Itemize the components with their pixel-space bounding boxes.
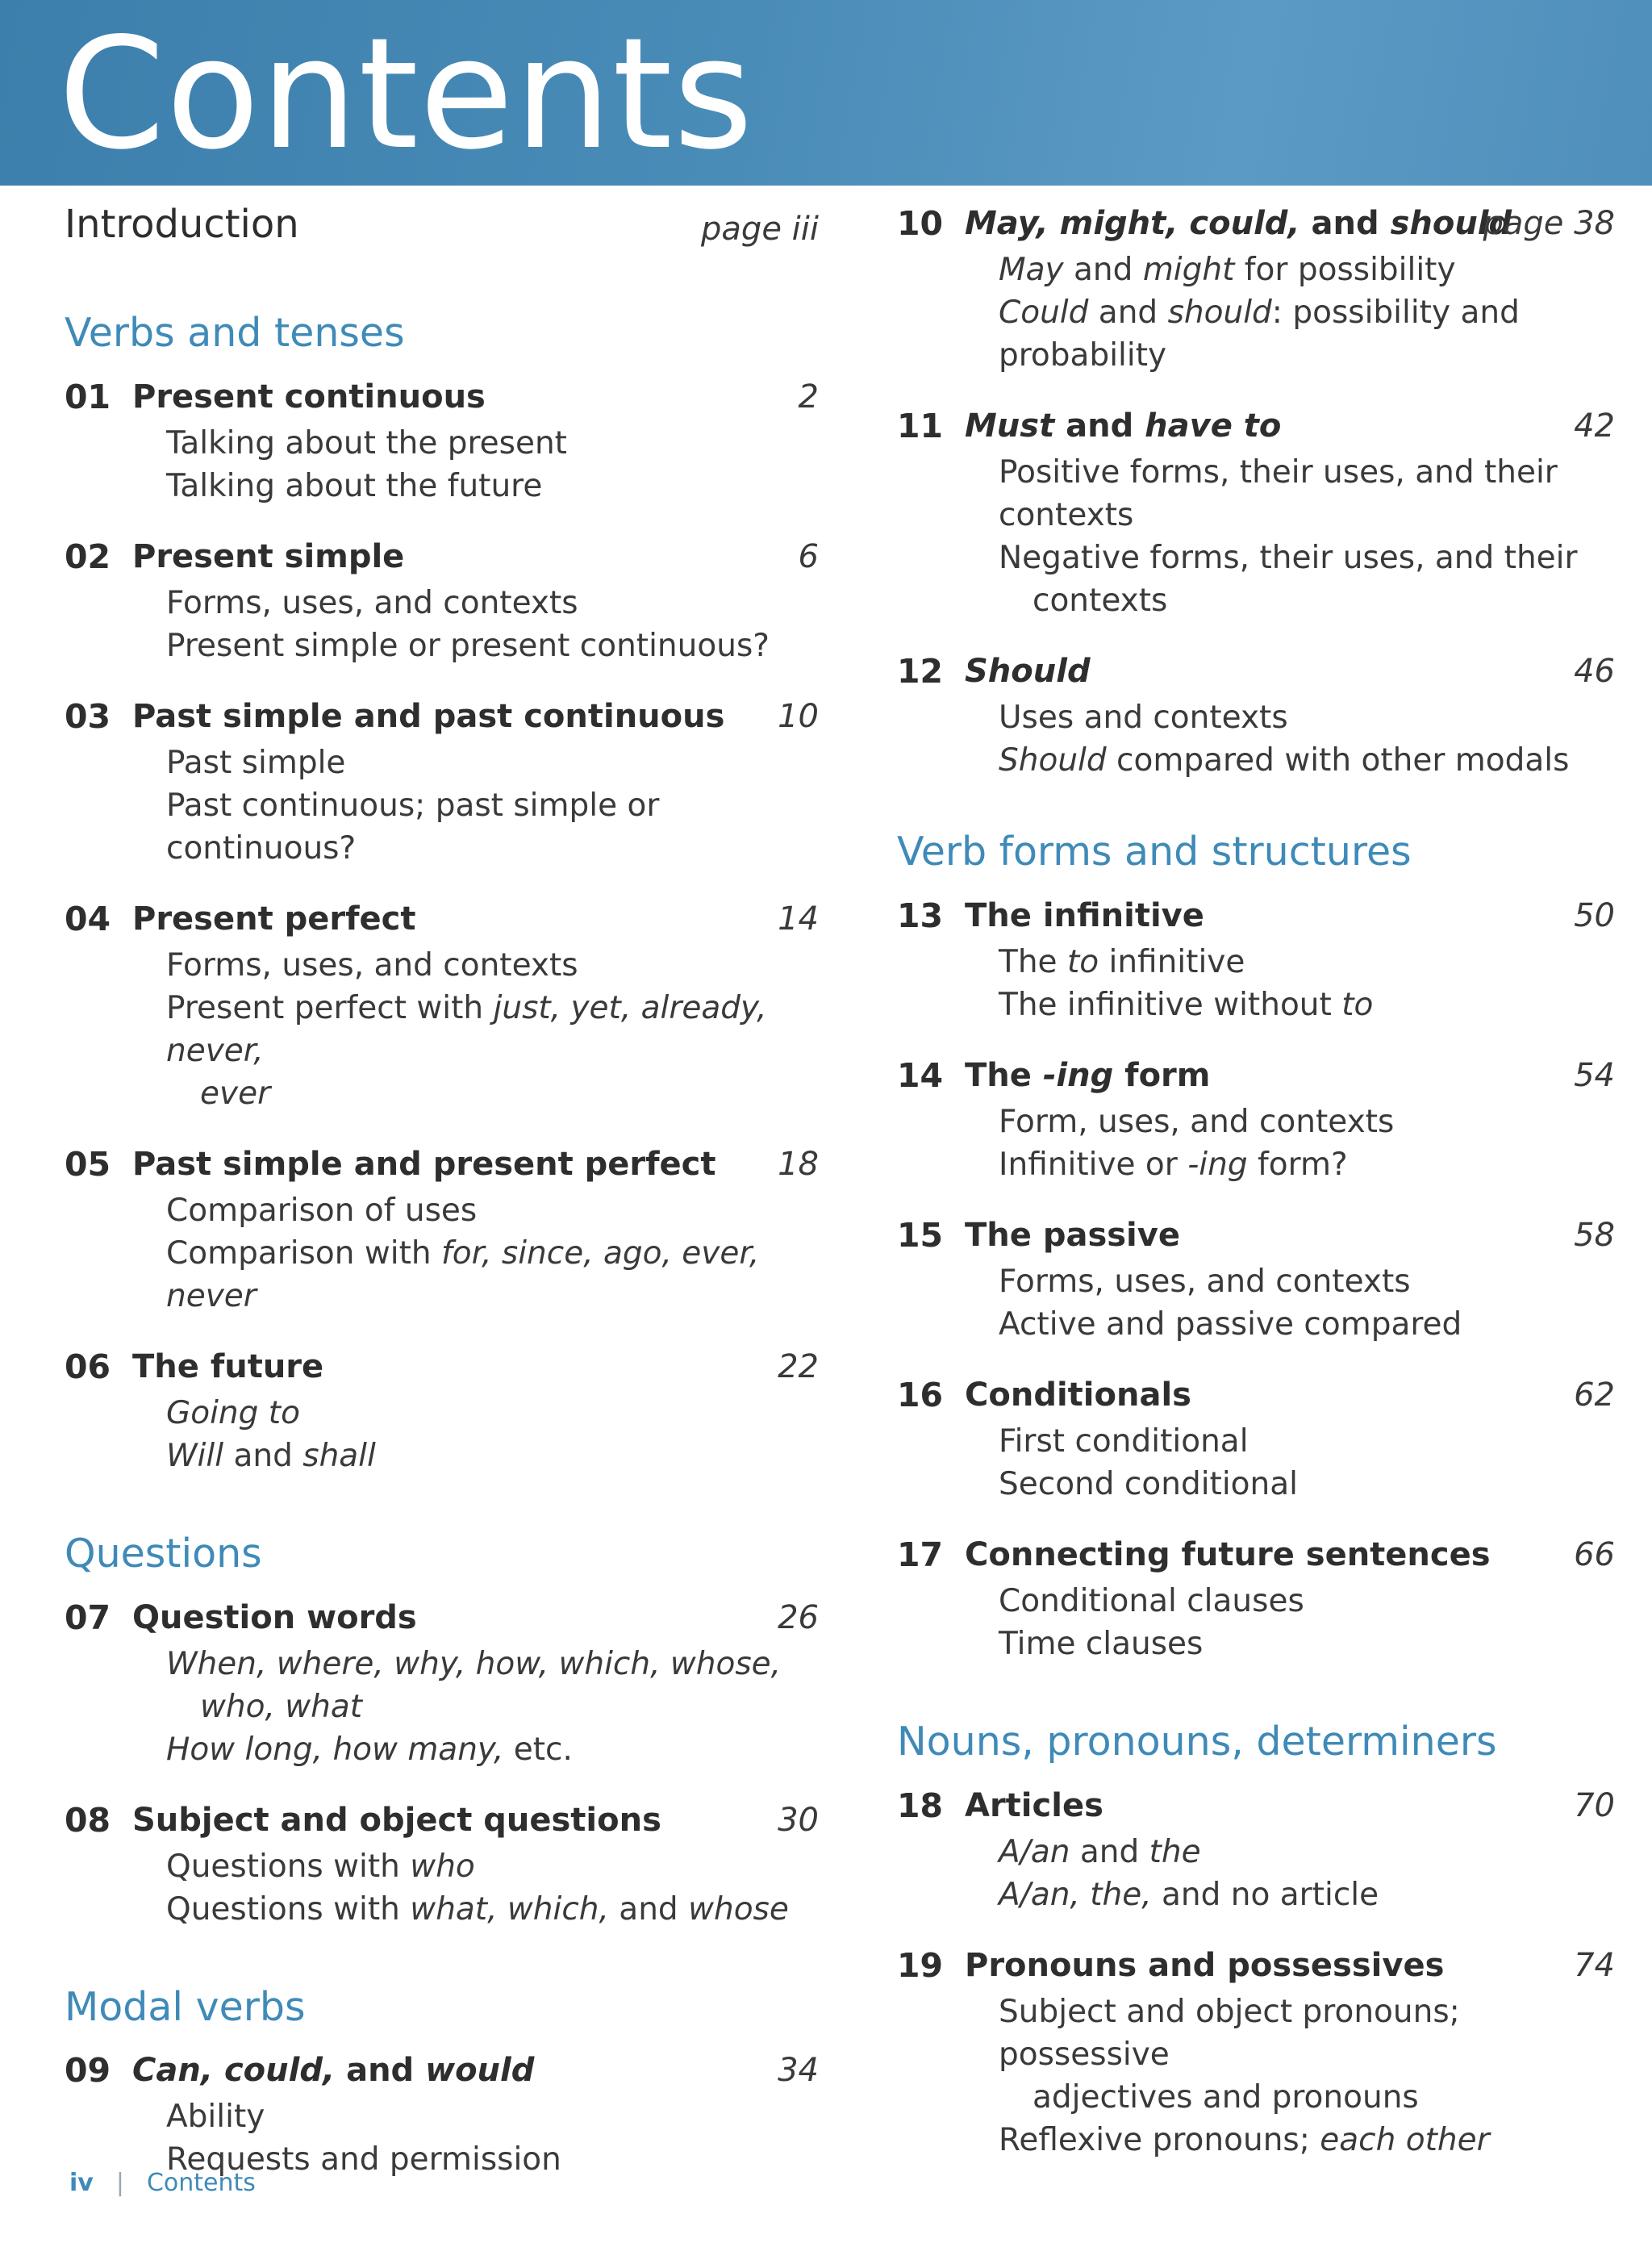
- subtopic-text: Questions with: [166, 1890, 411, 1928]
- section-modal-verbs-continued: [897, 202, 1615, 782]
- unit-subtopic: Form, uses, and contexts: [999, 1103, 1395, 1140]
- unit-subtopic: Subject and object pronouns; possessive: [999, 1993, 1460, 2073]
- unit-page: 34: [778, 2052, 819, 2090]
- toc-unit-04[interactable]: [65, 897, 819, 1115]
- page-title: Contents: [58, 5, 754, 183]
- toc-unit-06[interactable]: [65, 1345, 819, 1477]
- unit-header: [897, 894, 1615, 941]
- subtopic-text: Present perfect with: [166, 989, 494, 1026]
- unit-number: 12: [897, 652, 944, 691]
- unit-subtopic: Active and passive compared: [999, 1305, 1462, 1343]
- unit-number: 05: [65, 1144, 111, 1184]
- subtopic-text: The: [999, 943, 1067, 980]
- section-title: Verbs and tenses: [65, 310, 405, 356]
- unit-page: 22: [778, 1347, 819, 1385]
- subtopic-italic-text: Should: [999, 742, 1107, 779]
- unit-header: [65, 2049, 819, 2095]
- unit-page: 10: [778, 697, 819, 735]
- unit-page: 62: [1574, 1376, 1615, 1414]
- toc-unit-16[interactable]: [897, 1373, 1615, 1506]
- title-text: and: [335, 2052, 426, 2090]
- unit-title: Should: [965, 653, 1091, 690]
- subtopic-text: Reflexive pronouns;: [999, 2121, 1320, 2158]
- section-questions: [65, 1531, 819, 1931]
- unit-number: 09: [65, 2051, 111, 2091]
- title-italic-text: May, might, could,: [965, 205, 1300, 242]
- header-banner: [0, 0, 1652, 186]
- section-verb-forms-and-structures: [897, 829, 1615, 1665]
- unit-number: 03: [65, 696, 111, 736]
- unit-subtopic: First conditional: [999, 1422, 1249, 1460]
- unit-number: 08: [65, 1800, 111, 1840]
- toc-unit-10[interactable]: [897, 202, 1615, 377]
- subtopic-text: and no article: [1151, 1876, 1379, 1913]
- unit-subtopic: Past continuous; past simple or continuous?: [166, 787, 660, 867]
- unit-subtopic: Forms, uses, and contexts: [166, 584, 578, 621]
- subtopic-italic-text: to: [1341, 986, 1374, 1023]
- unit-subtopic: [999, 291, 1615, 334]
- unit-page: 30: [778, 1801, 819, 1839]
- section-title: Modal verbs: [65, 1983, 306, 2030]
- subtopic-text: Infinitive or: [999, 1146, 1188, 1183]
- unit-header: [65, 897, 819, 944]
- unit-subtopic: Past simple: [166, 744, 346, 781]
- unit-title: Articles: [965, 1786, 1103, 1824]
- subtopic-italic-text: A/an, the,: [999, 1876, 1152, 1913]
- toc-unit-05[interactable]: [65, 1142, 819, 1318]
- unit-header: [65, 375, 819, 422]
- unit-subtopic-continuation: contexts: [999, 497, 1134, 533]
- unit-title: Question words: [132, 1598, 417, 1636]
- subtopic-text: form?: [1247, 1146, 1348, 1183]
- unit-subtopic: [999, 984, 1615, 1026]
- unit-number: 19: [897, 1945, 944, 1985]
- subtopic-italic-text: should: [1167, 294, 1272, 331]
- toc-unit-02[interactable]: [65, 535, 819, 667]
- unit-title: [965, 404, 1281, 448]
- subtopic-text: and: [223, 1437, 303, 1474]
- unit-subtopic: [166, 1845, 819, 1888]
- unit-header: [65, 1596, 819, 1643]
- contents-column-left: [65, 202, 819, 2234]
- unit-number: 02: [65, 537, 111, 576]
- unit-subtopic: Negative forms, their uses, and their: [999, 540, 1578, 576]
- unit-page: 54: [1574, 1056, 1615, 1094]
- unit-title: The infinitive: [965, 896, 1204, 934]
- unit-number: 06: [65, 1347, 111, 1386]
- section-title: Verb forms and structures: [897, 829, 1412, 875]
- subtopic-text: compared with other modals: [1106, 742, 1570, 779]
- title-text: and: [1299, 205, 1391, 242]
- unit-title: The passive: [965, 1216, 1180, 1254]
- unit-number: 18: [897, 1786, 944, 1825]
- unit-subtopic: [999, 1831, 1615, 1873]
- subtopic-text: and: [1070, 1833, 1149, 1870]
- toc-unit-08[interactable]: [65, 1798, 819, 1931]
- unit-number: 01: [65, 377, 111, 416]
- subtopic-text: The infinitive without: [999, 986, 1342, 1023]
- footer-separator: |: [115, 2169, 124, 2197]
- unit-page: 18: [778, 1145, 819, 1183]
- unit-subtopic: Forms, uses, and contexts: [999, 1263, 1411, 1300]
- subtopic-italic-text: what, which,: [410, 1890, 609, 1928]
- unit-title: Past simple and present perfect: [132, 1145, 716, 1183]
- toc-unit-01[interactable]: [65, 375, 819, 508]
- unit-number: 17: [897, 1535, 944, 1574]
- page-footer: [69, 2169, 256, 2198]
- subtopic-italic-text: How long, how many,: [166, 1731, 504, 1768]
- section-nouns-pronouns-determiners: [897, 1719, 1615, 2162]
- subtopic-italic-text: shall: [302, 1437, 376, 1474]
- unit-number: 04: [65, 899, 111, 938]
- unit-page: 50: [1574, 896, 1615, 934]
- unit-header: [897, 1944, 1615, 1990]
- unit-subtopic: Ability: [166, 2099, 265, 2136]
- unit-page: 58: [1574, 1216, 1615, 1254]
- subtopic-italic-text: A/an: [999, 1833, 1070, 1870]
- section-modal-verbs: [65, 1984, 819, 2182]
- unit-header: [65, 695, 819, 741]
- unit-subtopic-continuation: ever: [200, 1075, 271, 1112]
- subtopic-italic-text: who: [410, 1848, 475, 1885]
- subtopic-italic-text: each other: [1320, 2121, 1490, 2158]
- subtopic-text: infinitive: [1099, 943, 1245, 980]
- toc-unit-14[interactable]: [897, 1054, 1615, 1186]
- unit-subtopic: Uses and contexts: [999, 700, 1288, 736]
- unit-page: 2: [798, 378, 819, 416]
- unit-subtopic: [166, 987, 819, 1072]
- unit-subtopic: [999, 1143, 1615, 1186]
- unit-header: [897, 1054, 1615, 1101]
- unit-header: [897, 1784, 1615, 1831]
- subtopic-text: etc.: [503, 1731, 573, 1768]
- unit-subtopic: [166, 1232, 819, 1318]
- unit-subtopic: [166, 1888, 819, 1931]
- toc-entry-introduction[interactable]: [65, 202, 819, 310]
- introduction-label: Introduction: [65, 202, 299, 247]
- unit-subtopic: [999, 2119, 1615, 2162]
- unit-subtopic: Forms, uses, and contexts: [166, 946, 578, 984]
- unit-header: [897, 202, 1615, 249]
- introduction-page: page iii: [701, 211, 819, 248]
- title-italic-text: Can, could,: [132, 2052, 336, 2090]
- subtopic-italic-text: the: [1149, 1833, 1201, 1870]
- unit-subtopic-continuation: who, what: [200, 1688, 363, 1725]
- unit-number: 11: [897, 407, 944, 445]
- unit-subtopic: Present simple or present continuous?: [166, 627, 770, 664]
- unit-number: 14: [897, 1055, 944, 1095]
- unit-subtopic: Requests and permission: [166, 2141, 561, 2178]
- footer-page-number: iv: [69, 2169, 94, 2197]
- unit-header: [897, 404, 1615, 451]
- unit-number: 15: [897, 1215, 944, 1255]
- unit-subtopic: Positive forms, their uses, and their: [999, 454, 1558, 491]
- toc-unit-15[interactable]: [897, 1213, 1615, 1346]
- subtopic-text: Comparison with: [166, 1234, 442, 1272]
- unit-subtopic: [166, 1435, 819, 1477]
- unit-title: The future: [132, 1347, 324, 1385]
- unit-subtopic: [166, 1728, 819, 1771]
- unit-title: Present simple: [132, 537, 405, 575]
- toc-unit-19[interactable]: [897, 1944, 1615, 2162]
- subtopic-text: for possibility: [1234, 252, 1456, 288]
- subtopic-italic-text: just, yet, already, never,: [166, 989, 767, 1069]
- toc-unit-13[interactable]: [897, 894, 1615, 1026]
- toc-unit-03[interactable]: [65, 695, 819, 870]
- title-italic-text: have to: [1145, 407, 1282, 445]
- unit-title: [965, 1054, 1210, 1097]
- unit-subtopic: [999, 739, 1615, 782]
- subtopic-text: Questions with: [166, 1848, 411, 1885]
- unit-header: [65, 1798, 819, 1845]
- unit-header: [65, 1345, 819, 1392]
- unit-subtopic: Talking about the future: [166, 467, 543, 504]
- toc-unit-18[interactable]: [897, 1784, 1615, 1916]
- section-verbs-and-tenses: [65, 310, 819, 1477]
- unit-header: [897, 650, 1615, 696]
- unit-subtopic: When, where, why, how, which, whose,: [166, 1645, 782, 1682]
- unit-title: Conditionals: [965, 1376, 1191, 1414]
- subtopic-text: and: [608, 1890, 689, 1928]
- unit-number: 16: [897, 1375, 944, 1414]
- unit-subtopic: Comparison of uses: [166, 1192, 478, 1229]
- subtopic-italic-text: might: [1142, 252, 1235, 288]
- unit-subtopic: Talking about the present: [166, 424, 567, 462]
- unit-header: [65, 535, 819, 582]
- unit-header: [897, 1213, 1615, 1260]
- unit-page: 66: [1574, 1535, 1615, 1573]
- unit-page: 6: [798, 537, 819, 575]
- unit-number: 13: [897, 896, 944, 935]
- unit-title: [965, 202, 1512, 245]
- footer-label: Contents: [146, 2169, 256, 2197]
- subtopic-text: and: [1088, 294, 1168, 331]
- unit-page: 26: [778, 1598, 819, 1636]
- toc-unit-09[interactable]: [65, 2049, 819, 2181]
- unit-header: [897, 1373, 1615, 1420]
- title-italic-text: should: [1390, 205, 1512, 242]
- section-title: Nouns, pronouns, determiners: [897, 1718, 1497, 1765]
- toc-unit-17[interactable]: [897, 1533, 1615, 1665]
- unit-subtopic-continuation: adjectives and pronouns: [1032, 2078, 1419, 2116]
- section-title: Questions: [65, 1530, 262, 1577]
- title-text: and: [1054, 407, 1145, 445]
- title-text: The: [965, 1056, 1043, 1094]
- unit-title: Pronouns and possessives: [965, 1946, 1445, 1984]
- unit-subtopic: [999, 941, 1615, 984]
- toc-unit-12[interactable]: [897, 650, 1615, 782]
- subtopic-text: : possibility and: [1271, 294, 1520, 331]
- subtopic-italic-text: Could: [999, 294, 1089, 331]
- unit-number: 10: [897, 204, 944, 243]
- unit-page: 42: [1574, 407, 1615, 445]
- unit-title: Subject and object questions: [132, 1801, 661, 1839]
- toc-unit-07[interactable]: [65, 1596, 819, 1771]
- unit-subtopic: Second conditional: [999, 1465, 1298, 1502]
- unit-title: Connecting future sentences: [965, 1535, 1491, 1573]
- unit-title: Past simple and past continuous: [132, 697, 725, 735]
- title-italic-text: would: [425, 2052, 535, 2090]
- unit-header: [65, 1142, 819, 1189]
- subtopic-italic-text: for, since, ago, ever, never: [166, 1234, 760, 1314]
- subtopic-italic-text: Will: [166, 1437, 224, 1474]
- title-text: form: [1113, 1056, 1211, 1094]
- subtopic-italic-text: to: [1066, 943, 1099, 980]
- toc-unit-11[interactable]: [897, 404, 1615, 622]
- unit-header: [897, 1533, 1615, 1580]
- unit-page: page 38: [1483, 205, 1615, 242]
- unit-subtopic: [999, 249, 1615, 291]
- subtopic-italic-text: whose: [688, 1890, 789, 1928]
- unit-subtopic-continuation: probability: [999, 337, 1167, 374]
- unit-page: 46: [1574, 653, 1615, 690]
- title-italic-text: -ing: [1042, 1056, 1114, 1094]
- subtopic-italic-text: -ing: [1187, 1146, 1248, 1183]
- unit-page: 70: [1574, 1786, 1615, 1824]
- unit-title: [132, 2049, 534, 2092]
- title-italic-text: Must: [965, 407, 1055, 445]
- unit-subtopic: Conditional clauses: [999, 1582, 1304, 1619]
- unit-subtopic: Time clauses: [999, 1625, 1204, 1662]
- unit-subtopic-continuation: contexts: [1032, 583, 1168, 619]
- unit-subtopic: [999, 1873, 1615, 1916]
- unit-page: 14: [778, 900, 819, 938]
- subtopic-text: and: [1063, 252, 1143, 288]
- unit-number: 07: [65, 1598, 111, 1637]
- unit-title: Present perfect: [132, 900, 416, 938]
- subtopic-italic-text: May: [999, 252, 1064, 288]
- contents-column-right: [897, 202, 1615, 2215]
- unit-page: 74: [1574, 1946, 1615, 1984]
- unit-subtopic: Going to: [166, 1394, 300, 1431]
- unit-title: Present continuous: [132, 378, 486, 416]
